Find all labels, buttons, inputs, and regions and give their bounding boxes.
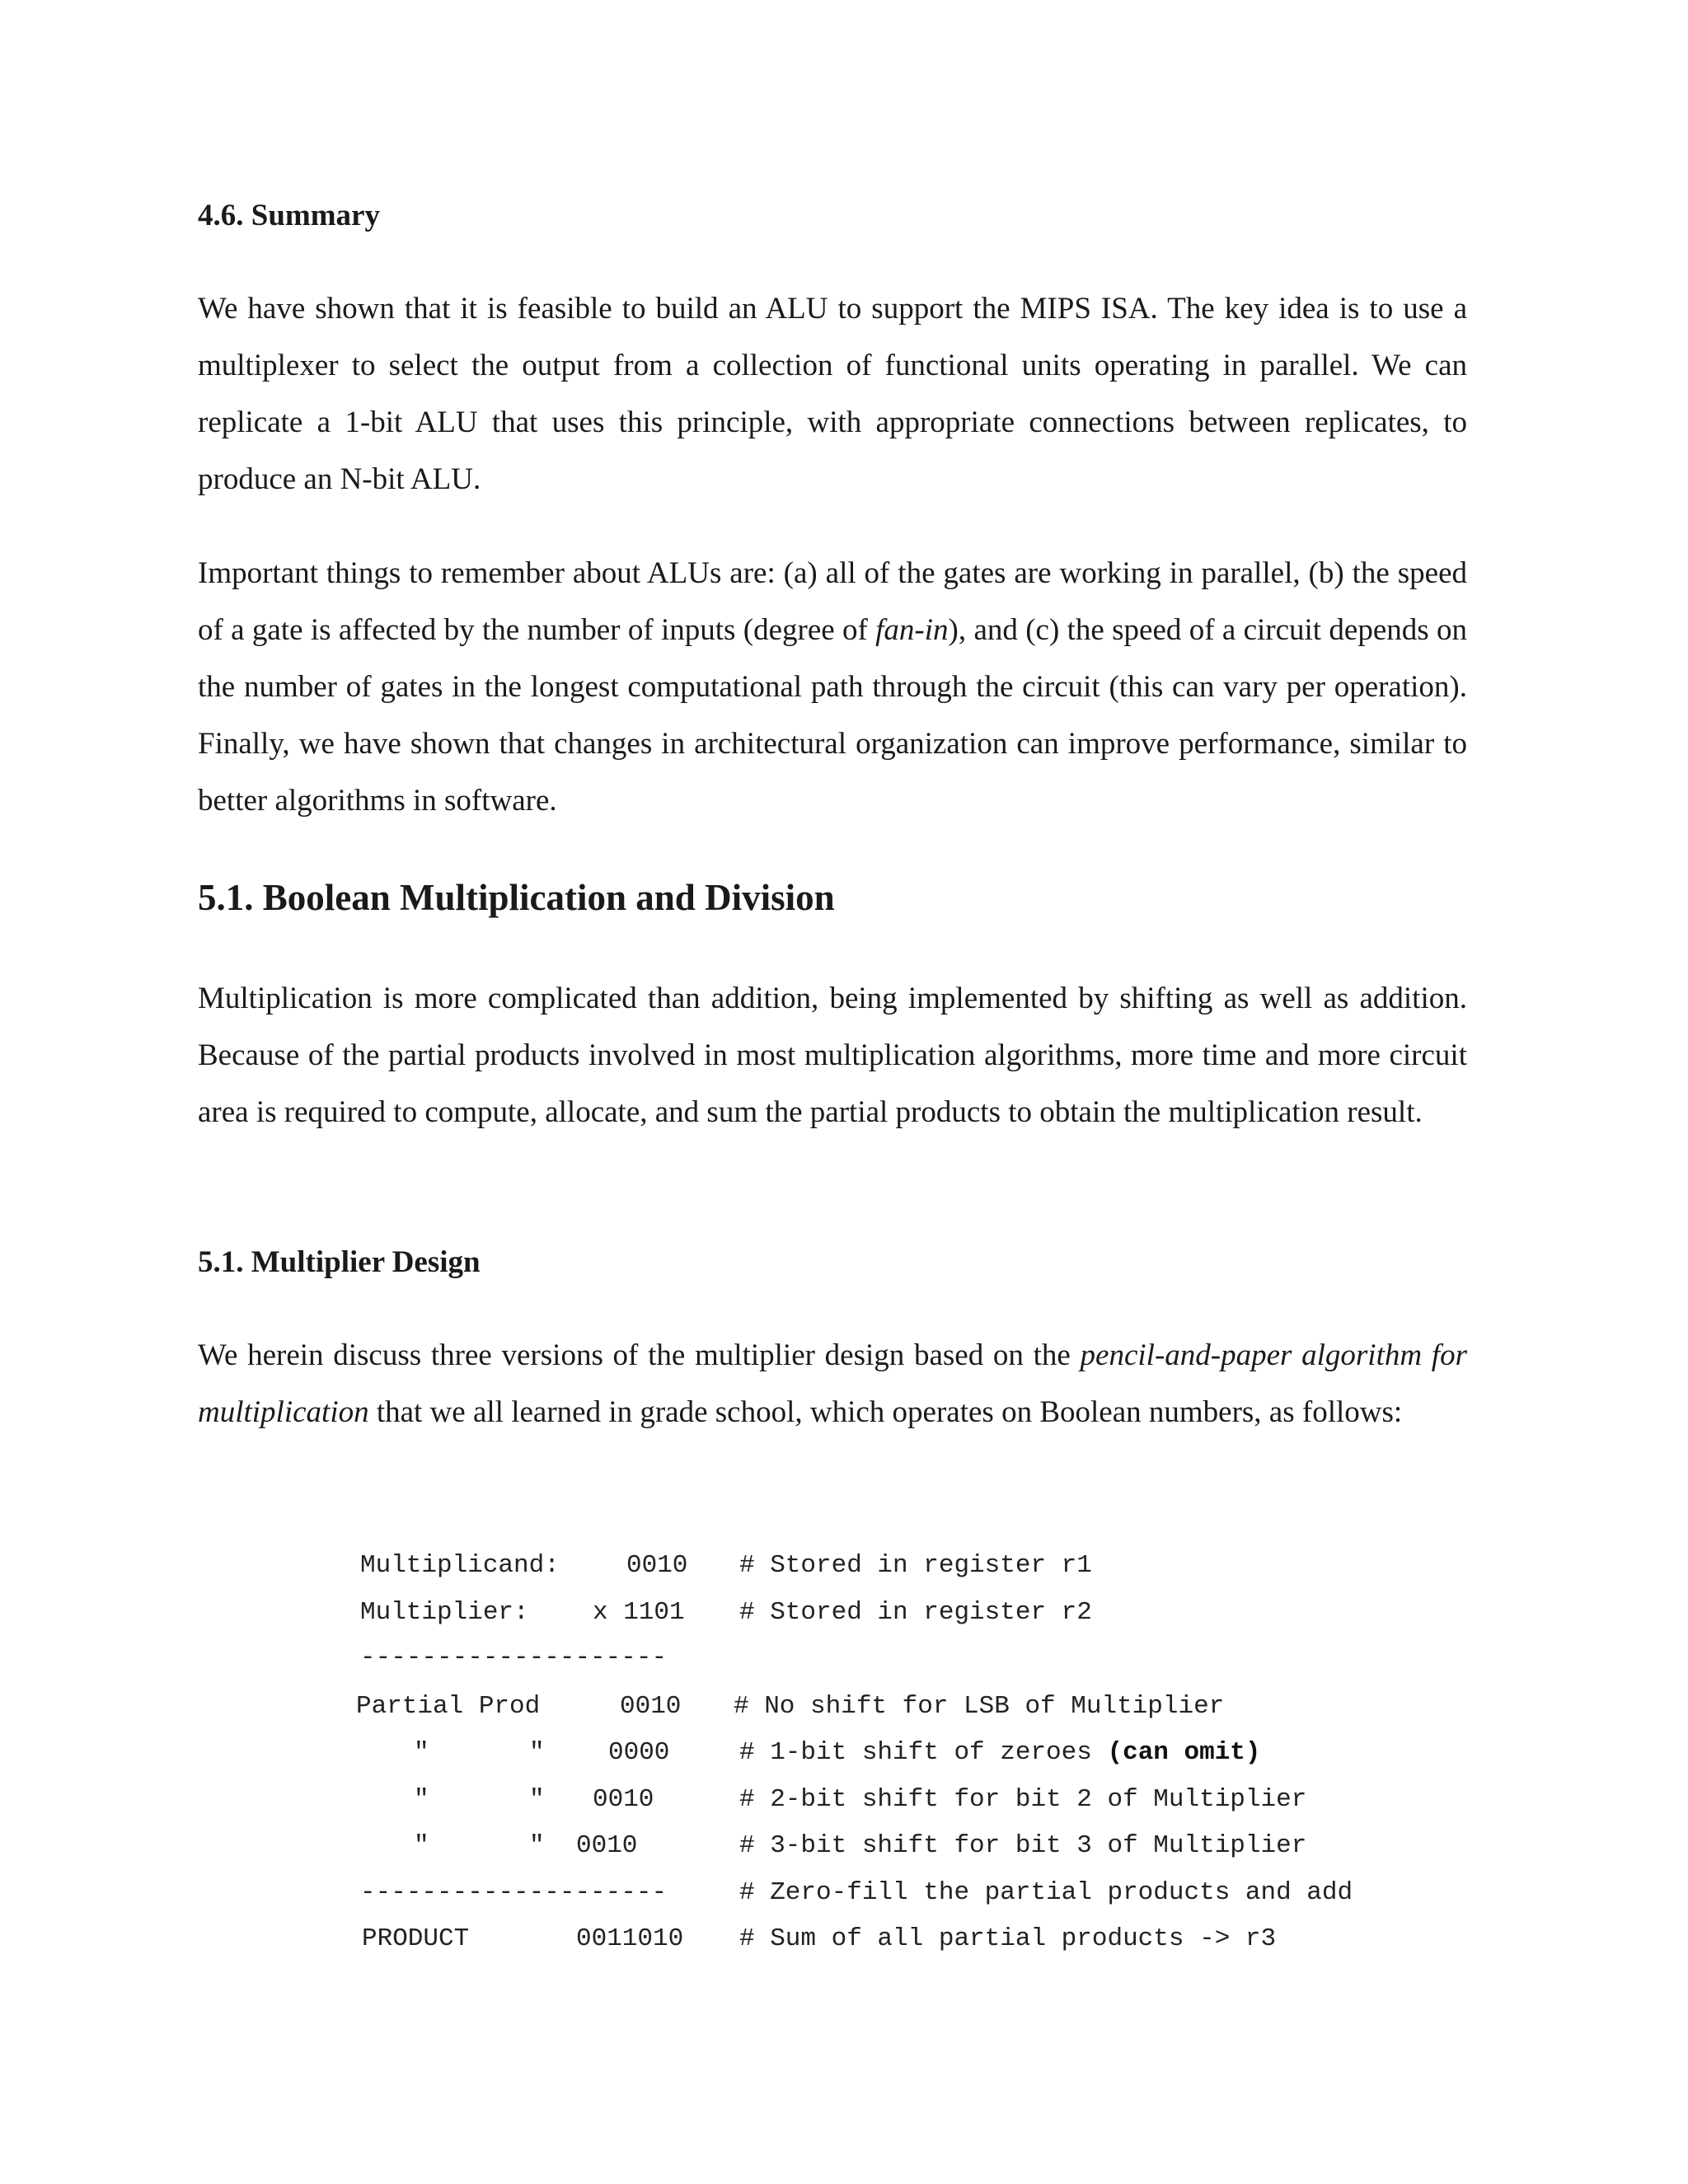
- multiplicand-comment: # Stored in register r1: [739, 1551, 1092, 1580]
- summary-p2-text-b: ), and (c) the speed of a circuit depends on the number of gates in the longest computational path through the circuit (this can vary per operation). Finally, we have shown that changes in architectural organization can improve performance, similar to better algorithms in software.: [198, 613, 1467, 818]
- multiplicand-value: 0010: [626, 1551, 688, 1580]
- partial-prod-comment-2: [739, 1738, 1261, 1767]
- multiplier-value: x 1101: [593, 1598, 685, 1627]
- ditto-mark: ": [529, 1831, 545, 1860]
- partial-prod-label: Partial Prod: [356, 1692, 541, 1721]
- summary-p2-text-a: Important things to remember about ALUs are: (a) all of the gates are working in parallel, (b) the speed of a gate is affected by the number of inputs (degree of: [198, 556, 1467, 647]
- can-omit-note: (can omit): [1107, 1738, 1261, 1767]
- multiplier-paragraph: [198, 1327, 1467, 1441]
- product-comment: # Sum of all partial products -> r3: [739, 1924, 1277, 1953]
- divider-line: --------------------: [360, 1878, 668, 1907]
- ditto-mark: ": [414, 1785, 429, 1814]
- divider-line: --------------------: [360, 1643, 668, 1672]
- partial-prod-value-4: 0010: [576, 1831, 638, 1860]
- boolean-paragraph: Multiplication is more complicated than addition, being implemented by shifting as well as addition. Because of the partial products involved in most multiplication algorithms, more time and more circuit area is required to compute, allocate, and sum the partial products to obtain the multiplication result.: [198, 982, 1467, 1129]
- partial-prod-value-2: 0000: [608, 1738, 670, 1767]
- ditto-mark: ": [414, 1831, 429, 1860]
- ditto-mark: ": [529, 1785, 545, 1814]
- partial-prod-value-3: 0010: [593, 1785, 654, 1814]
- ditto-mark: ": [529, 1738, 545, 1767]
- summary-heading: 4.6. Summary: [198, 199, 380, 232]
- zero-fill-comment: # Zero-fill the partial products and add: [739, 1878, 1353, 1907]
- multiplier-p1-text-a: We herein discuss three versions of the multiplier design based on the: [198, 1338, 1081, 1372]
- partial-prod-comment-4: # 3-bit shift for bit 3 of Multiplier: [739, 1831, 1307, 1860]
- product-label: PRODUCT: [362, 1924, 470, 1953]
- multiplier-label: Multiplier:: [360, 1598, 529, 1627]
- product-value: 0011010: [576, 1924, 684, 1953]
- partial-prod-comment-3: # 2-bit shift for bit 2 of Multiplier: [739, 1785, 1307, 1814]
- algorithm-term: pencil-and-paper algorithm for multiplication: [198, 1338, 1467, 1429]
- summary-paragraph-1: We have shown that it is feasible to build an ALU to support the MIPS ISA. The key idea is to use a multiplexer to select the output from a collection of functional units operating in parallel. We can replicate a 1-bit ALU that uses this principle, with appropriate connections between replicates, to produce an N-bit ALU.: [198, 292, 1467, 496]
- boolean-heading: 5.1. Boolean Multiplication and Division: [198, 877, 835, 918]
- fan-in-term: fan-in: [875, 613, 949, 647]
- multiplier-heading: 5.1. Multiplier Design: [198, 1245, 481, 1279]
- comment-text: # 1-bit shift of zeroes: [739, 1738, 1108, 1767]
- multiplicand-label: Multiplicand:: [360, 1551, 560, 1580]
- multiplier-comment: # Stored in register r2: [739, 1598, 1092, 1627]
- ditto-mark: ": [414, 1738, 429, 1767]
- summary-paragraph-2: [198, 545, 1467, 829]
- partial-prod-value-1: 0010: [620, 1692, 682, 1721]
- multiplier-p1-text-b: that we all learned in grade school, which operates on Boolean numbers, as follows:: [368, 1395, 1403, 1429]
- partial-prod-comment-1: # No shift for LSB of Multiplier: [734, 1692, 1225, 1721]
